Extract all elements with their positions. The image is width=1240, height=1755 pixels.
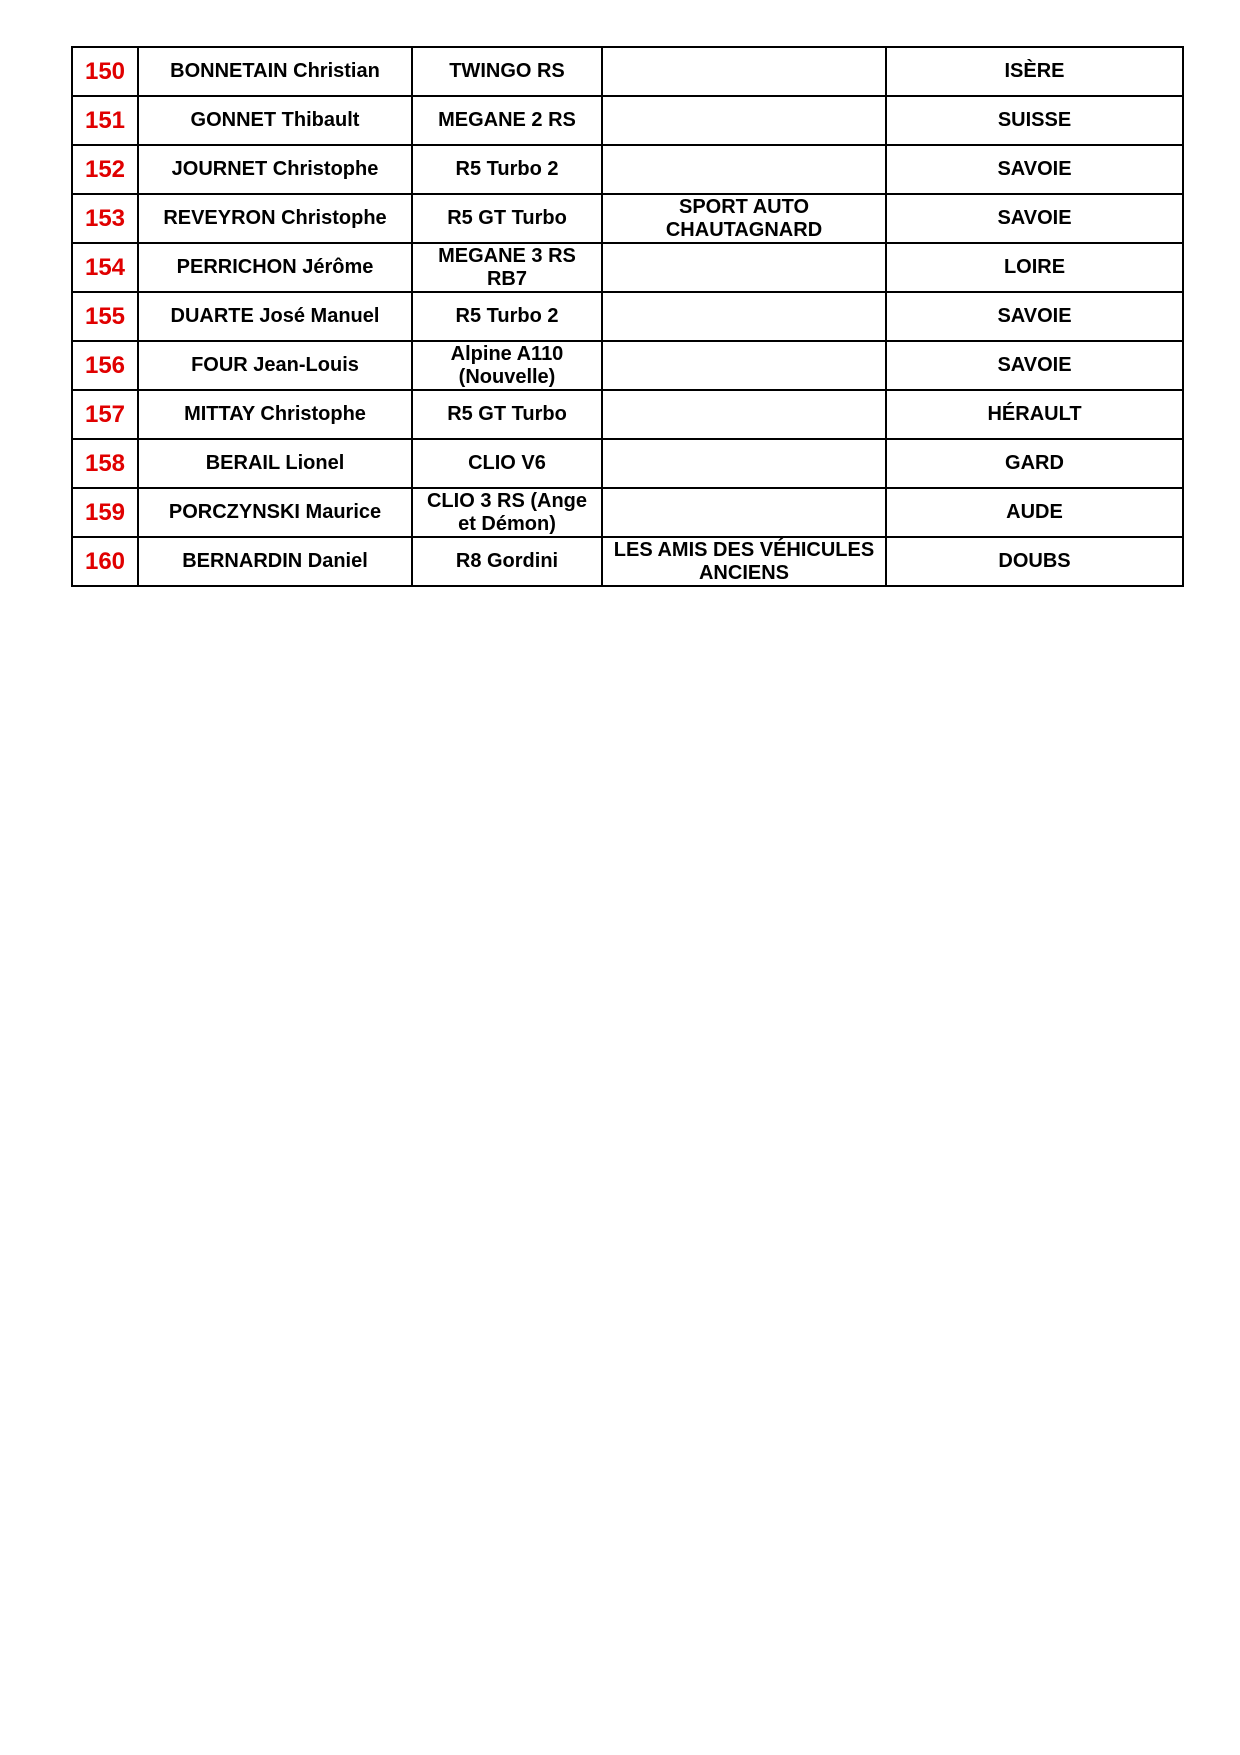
club-name bbox=[602, 390, 886, 439]
entry-number: 157 bbox=[72, 390, 138, 439]
entry-number: 159 bbox=[72, 488, 138, 537]
driver-name: BONNETAIN Christian bbox=[138, 47, 412, 96]
driver-name: GONNET Thibault bbox=[138, 96, 412, 145]
table-row bbox=[72, 341, 1183, 390]
region-name: AUDE bbox=[886, 488, 1183, 537]
table-row bbox=[72, 194, 1183, 243]
entry-number: 153 bbox=[72, 194, 138, 243]
entry-number: 158 bbox=[72, 439, 138, 488]
club-name bbox=[602, 145, 886, 194]
driver-name: JOURNET Christophe bbox=[138, 145, 412, 194]
car-model: CLIO 3 RS (Ange et Démon) bbox=[412, 488, 602, 537]
region-name: GARD bbox=[886, 439, 1183, 488]
driver-name: FOUR Jean-Louis bbox=[138, 341, 412, 390]
car-model: R5 Turbo 2 bbox=[412, 292, 602, 341]
region-name: LOIRE bbox=[886, 243, 1183, 292]
club-name bbox=[602, 439, 886, 488]
car-model: MEGANE 3 RS RB7 bbox=[412, 243, 602, 292]
region-name: DOUBS bbox=[886, 537, 1183, 586]
driver-name: REVEYRON Christophe bbox=[138, 194, 412, 243]
club-name: SPORT AUTO CHAUTAGNARD bbox=[602, 194, 886, 243]
region-name: SAVOIE bbox=[886, 341, 1183, 390]
car-model: R5 GT Turbo bbox=[412, 194, 602, 243]
entry-number: 151 bbox=[72, 96, 138, 145]
club-name bbox=[602, 488, 886, 537]
entry-number: 155 bbox=[72, 292, 138, 341]
table-row bbox=[72, 145, 1183, 194]
car-model: Alpine A110 (Nouvelle) bbox=[412, 341, 602, 390]
entry-number: 152 bbox=[72, 145, 138, 194]
region-name: HÉRAULT bbox=[886, 390, 1183, 439]
driver-name: PORCZYNSKI Maurice bbox=[138, 488, 412, 537]
entry-number: 156 bbox=[72, 341, 138, 390]
region-name: SAVOIE bbox=[886, 194, 1183, 243]
club-name bbox=[602, 47, 886, 96]
entries-table bbox=[71, 46, 1184, 587]
driver-name: PERRICHON Jérôme bbox=[138, 243, 412, 292]
region-name: SAVOIE bbox=[886, 145, 1183, 194]
table-row bbox=[72, 96, 1183, 145]
driver-name: BERAIL Lionel bbox=[138, 439, 412, 488]
club-name bbox=[602, 243, 886, 292]
car-model: R8 Gordini bbox=[412, 537, 602, 586]
club-name: LES AMIS DES VÉHICULES ANCIENS bbox=[602, 537, 886, 586]
table-row bbox=[72, 537, 1183, 586]
driver-name: MITTAY Christophe bbox=[138, 390, 412, 439]
driver-name: DUARTE José Manuel bbox=[138, 292, 412, 341]
entry-number: 154 bbox=[72, 243, 138, 292]
car-model: R5 GT Turbo bbox=[412, 390, 602, 439]
region-name: SAVOIE bbox=[886, 292, 1183, 341]
entry-number: 160 bbox=[72, 537, 138, 586]
car-model: MEGANE 2 RS bbox=[412, 96, 602, 145]
region-name: ISÈRE bbox=[886, 47, 1183, 96]
club-name bbox=[602, 341, 886, 390]
table-row bbox=[72, 47, 1183, 96]
region-name: SUISSE bbox=[886, 96, 1183, 145]
table-row bbox=[72, 488, 1183, 537]
table-row bbox=[72, 439, 1183, 488]
club-name bbox=[602, 96, 886, 145]
car-model: R5 Turbo 2 bbox=[412, 145, 602, 194]
table-row bbox=[72, 390, 1183, 439]
table-row bbox=[72, 292, 1183, 341]
car-model: TWINGO RS bbox=[412, 47, 602, 96]
car-model: CLIO V6 bbox=[412, 439, 602, 488]
entry-number: 150 bbox=[72, 47, 138, 96]
club-name bbox=[602, 292, 886, 341]
driver-name: BERNARDIN Daniel bbox=[138, 537, 412, 586]
table-row bbox=[72, 243, 1183, 292]
